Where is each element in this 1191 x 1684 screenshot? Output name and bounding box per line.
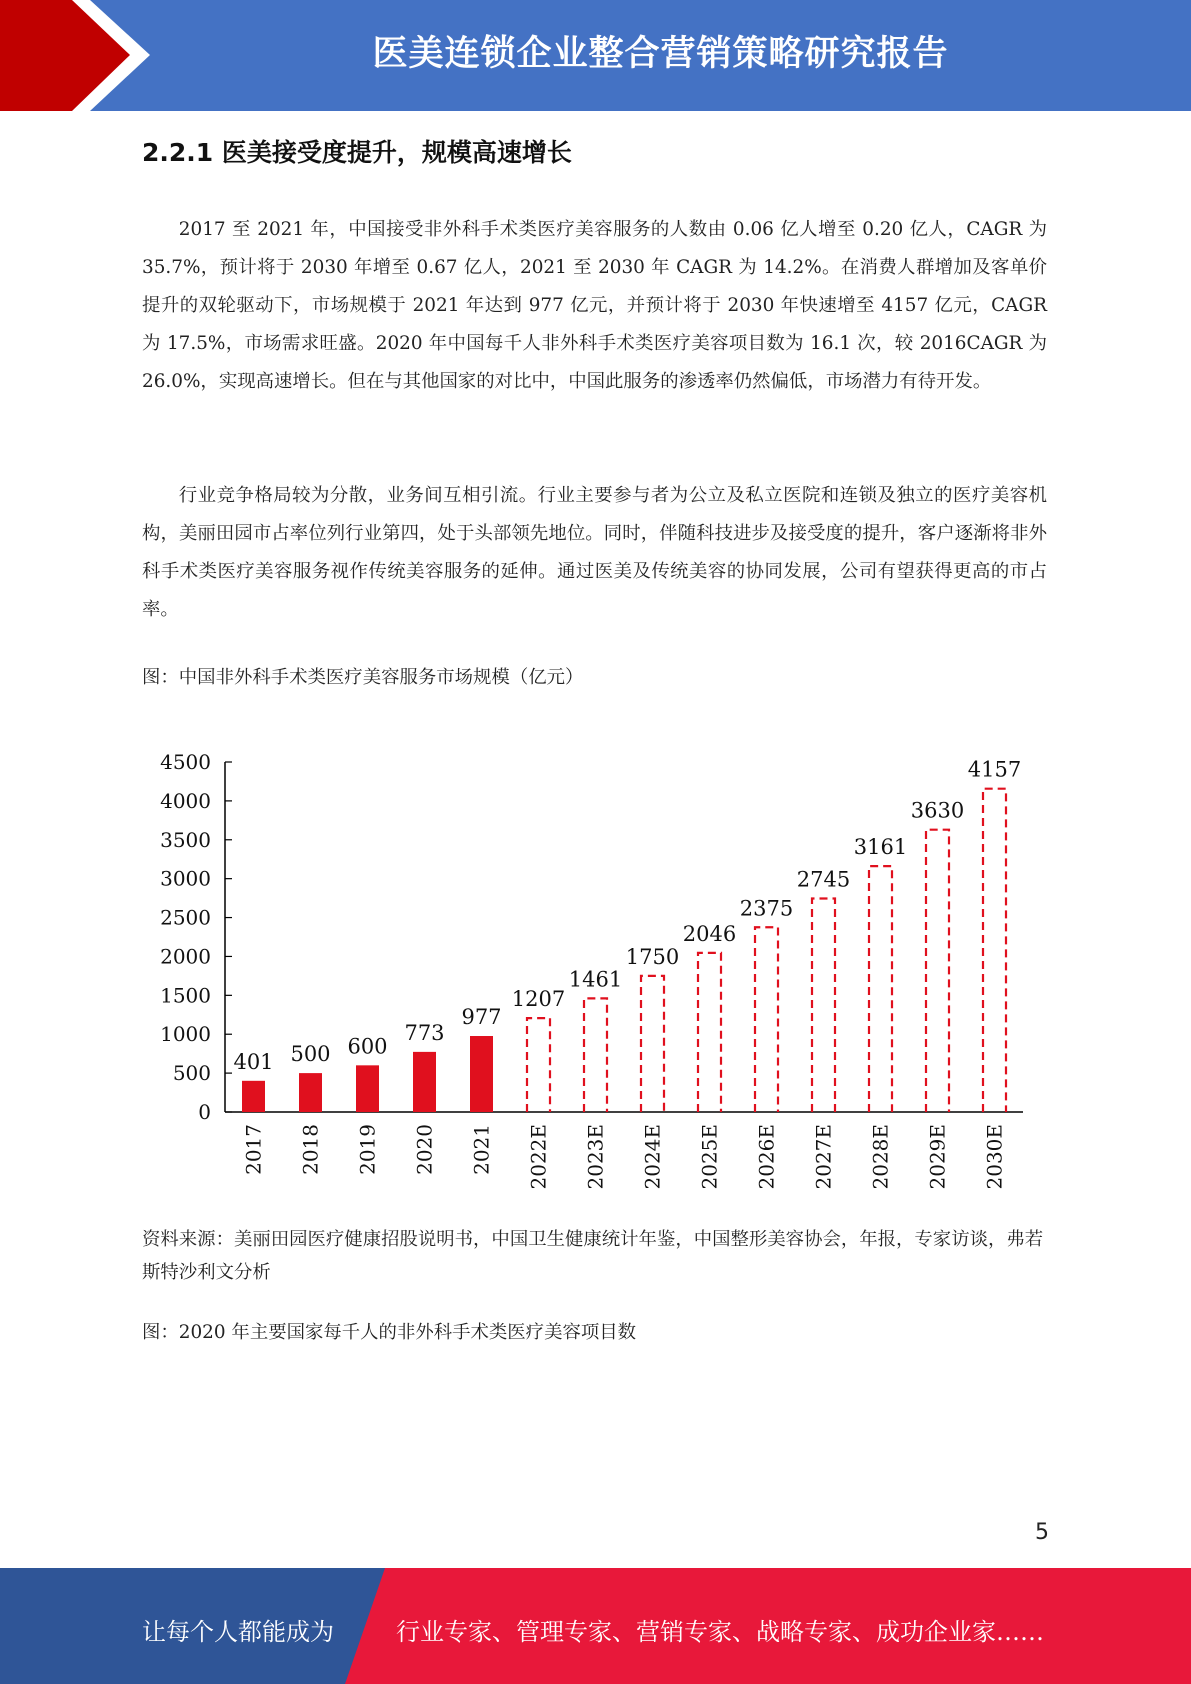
bar-2027E bbox=[812, 899, 835, 1113]
data-label-2024E: 1750 bbox=[625, 944, 680, 969]
header-title: 医美连锁企业整合营销策略研究报告 bbox=[372, 34, 949, 74]
data-label-2025E: 2046 bbox=[682, 921, 737, 946]
data-label-2030E: 4157 bbox=[967, 757, 1022, 782]
market-size-bar-chart bbox=[140, 730, 1040, 1190]
data-label-2028E: 3161 bbox=[853, 835, 908, 860]
y-tick-label: 1500 bbox=[160, 983, 211, 1008]
x-tick-label-2026E: 2026E bbox=[754, 1124, 779, 1190]
x-tick-label-2025E: 2025E bbox=[697, 1124, 722, 1190]
x-tick-label-2028E: 2028E bbox=[868, 1124, 893, 1190]
bar-2030E bbox=[983, 789, 1006, 1112]
data-label-2017: 401 bbox=[233, 1049, 274, 1074]
x-tick-label-2017: 2017 bbox=[241, 1124, 266, 1175]
paragraph-market-growth: 2017 至 2021 年，中国接受非外科手术类医疗美容服务的人数由 0.06 亿人增至 0.20 亿人，CAGR 为 35.7%，预计将于 2030 年增至 0.67 亿人，2021 至 2030 年 CAGR 为 14.2%。在消费人群增加及客单价提升的双轮驱动下，市场规模于 2021 年达到 977 亿元，并预计将于 2030 年快速增至 4157 亿元，CAGR 为 17.5%，市场需求旺盛。2020 年中国每千人非外科手术类医疗美容项目数为 16.1 次，较 2016CAGR 为 26.0%，实现高速增长。但在与其他国家的对比中，中国此服务的渗透率仍然偏低，市场潜力有待开发。 bbox=[142, 219, 1047, 392]
x-tick-label-2027E: 2027E bbox=[811, 1124, 836, 1190]
y-tick-label: 1000 bbox=[160, 1022, 211, 1047]
x-tick-label-2022E: 2022E bbox=[526, 1124, 551, 1190]
x-tick-label-2020: 2020 bbox=[412, 1124, 437, 1175]
bar-2029E bbox=[926, 830, 949, 1112]
bar-2028E bbox=[869, 866, 892, 1112]
page-footer bbox=[0, 1568, 1191, 1684]
y-tick-label: 3000 bbox=[160, 866, 211, 891]
figure1-caption: 图：中国非外科手术类医疗美容服务市场规模（亿元） bbox=[142, 667, 584, 688]
y-tick-label: 500 bbox=[172, 1061, 211, 1086]
data-label-2020: 773 bbox=[404, 1020, 445, 1045]
y-tick-label: 2000 bbox=[160, 944, 211, 969]
figure1-source: 资料来源：美丽田园医疗健康招股说明书，中国卫生健康统计年鉴，中国整形美容协会，年报，专家访谈，弗若斯特沙利文分析 bbox=[142, 1229, 1044, 1283]
y-tick-label: 2500 bbox=[160, 905, 211, 930]
data-label-2029E: 3630 bbox=[910, 798, 965, 823]
footer-slogan-right: 行业专家、管理专家、营销专家、战略专家、成功企业家…… bbox=[396, 1618, 1044, 1646]
bar-2017 bbox=[242, 1081, 265, 1112]
data-label-2023E: 1461 bbox=[568, 967, 623, 992]
y-tick-label: 4500 bbox=[160, 750, 211, 774]
bar-2026E bbox=[755, 927, 778, 1112]
x-tick-label-2021: 2021 bbox=[469, 1124, 494, 1175]
paragraph-competition: 行业竞争格局较为分散，业务间互相引流。行业主要参与者为公立及私立医院和连锁及独立的医疗美容机构，美丽田园市占率位列行业第四，处于头部领先地位。同时，伴随科技进步及接受度的提升，客户逐渐将非外科手术类医疗美容服务视作传统美容服务的延伸。通过医美及传统美容的协同发展，公司有望获得更高的市占率。 bbox=[142, 485, 1047, 620]
y-tick-label: 0 bbox=[198, 1100, 211, 1124]
x-tick-label-2024E: 2024E bbox=[640, 1124, 665, 1190]
figure2-caption: 图：2020 年主要国家每千人的非外科手术类医疗美容项目数 bbox=[142, 1322, 637, 1343]
x-tick-label-2023E: 2023E bbox=[583, 1124, 608, 1190]
header-chevron-decoration bbox=[0, 0, 160, 111]
data-label-2026E: 2375 bbox=[739, 896, 794, 921]
data-label-2021: 977 bbox=[461, 1005, 502, 1030]
data-label-2027E: 2745 bbox=[796, 867, 851, 892]
bar-2020 bbox=[413, 1052, 436, 1112]
footer-slogan-left: 让每个人都能成为 bbox=[142, 1618, 334, 1646]
data-label-2018: 500 bbox=[290, 1042, 331, 1067]
section-heading: 2.2.1 医美接受度提升，规模高速增长 bbox=[142, 138, 572, 167]
x-tick-label-2029E: 2029E bbox=[925, 1124, 950, 1190]
bar-2018 bbox=[299, 1073, 322, 1112]
bar-2019 bbox=[356, 1065, 379, 1112]
x-tick-label-2018: 2018 bbox=[298, 1124, 323, 1175]
bar-2022E bbox=[527, 1018, 550, 1112]
y-tick-label: 3500 bbox=[160, 827, 211, 852]
bar-2025E bbox=[698, 953, 721, 1112]
bar-2023E bbox=[584, 998, 607, 1112]
y-tick-label: 4000 bbox=[160, 788, 211, 813]
x-tick-label-2019: 2019 bbox=[355, 1124, 380, 1175]
data-label-2019: 600 bbox=[347, 1034, 388, 1059]
page-number: 5 bbox=[1035, 1520, 1049, 1545]
bar-2021 bbox=[470, 1036, 493, 1112]
page-header bbox=[0, 0, 1191, 111]
x-tick-label-2030E: 2030E bbox=[982, 1124, 1007, 1190]
data-label-2022E: 1207 bbox=[511, 987, 566, 1012]
bar-2024E bbox=[641, 976, 664, 1112]
